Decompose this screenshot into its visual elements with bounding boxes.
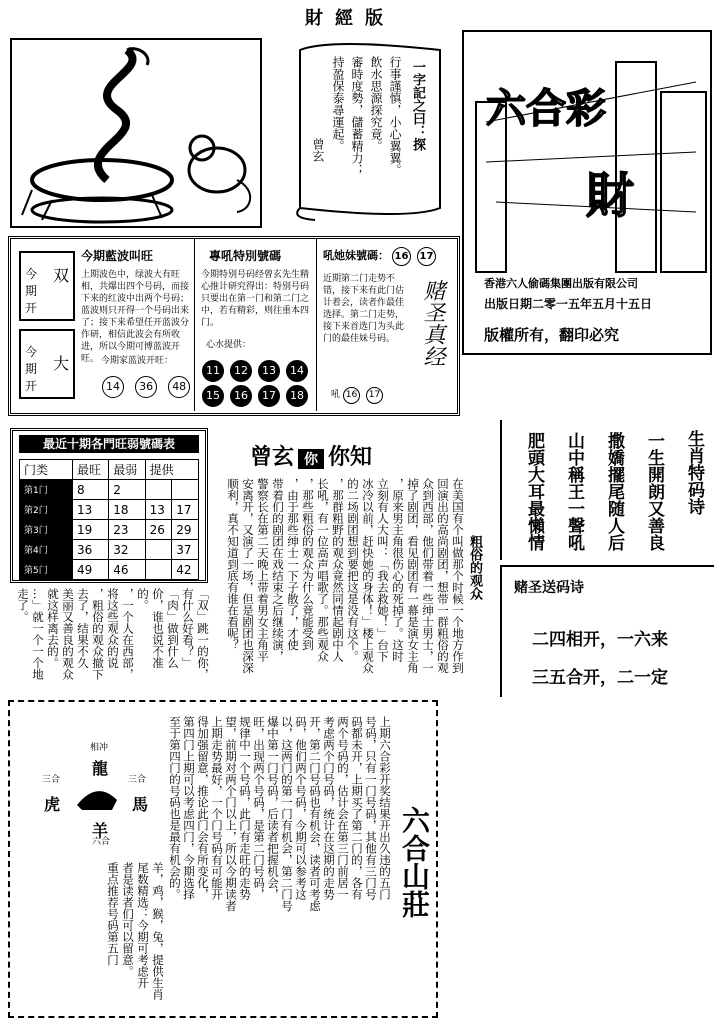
poem-title: 赌圣送码诗 [514,580,584,596]
table-header-row: 门类 最旺 最弱 提供 [20,460,199,480]
special-number: 12 [230,360,252,382]
special-number: 15 [202,385,224,407]
publish-date: 出版日期二零一五年五月十五日 [484,297,653,311]
article-title-badge: 你 [298,449,324,469]
pair-brand: 赌圣真经 [420,279,445,367]
motto-author: 曾玄 [311,138,325,162]
blue-numbers [99,375,193,398]
motto-scroll [290,38,450,223]
divider [316,239,317,411]
poem-line-1: 二四相开，一六来 [532,630,668,650]
special-number: 13 [258,360,280,382]
liuhe-body: 上期六合彩开奖结果开出久违的五门 号码，只有一门号码，其他有三门号 码都未开，上期买了第二门的，各有 两个号码的，估计会在第三门前居一 考虑两个门号码，统计在这期的走势 开，第二门号码也有机会，读者可考虑 码，他们两个号码，今期可以参考这 以，这两门的第一门有机会，第二门号 爆中第一门号码，后读者把握机会， 旺，出现两个号码，是第二门号码， 规律中一个号码，此门有走旺的走势 望，前期对两个门以上，所以今期读者 上期走势最好，一个门号码有可能开 得加强留意，推论此门会有所变化， 第四门上期可以考虑四门，今期选择 至于第四门的号码也是最有机会的。 [168,716,392,912]
special-numbers [199,357,314,407]
chart-right: 馬 [132,795,149,814]
hot-weak-table-box [10,428,208,583]
special-hint: 心水提供： [206,340,252,350]
blue-body: 上期波色中，绿波大有旺相，共爆出四个号码，而接下来的红波中出两个号码；蓝波则只开得一个号码出来了；接下来希望任开蓝波分作研，相信此波会有所收进，所以今期可博蓝波开旺。 [81,270,190,364]
pair-footer: 吼 16 17 [331,387,386,404]
article-body-lower: 「双」跳一的你，有什么好看？」 「肉」做到什么价，谁也说不准的。 ，一个人在西部，将这些观众的说 ，粗俗的观众撤下去了，结果不久 美丽又善良的观众就这样离去的。 …」就一个一个地走了。 [16,588,210,680]
special-number: 11 [202,360,224,382]
article-body: 在美国有个叫做那个时候一个地方作到 回演出的高尚剧团，想带一群粗俗的观 众到西部，他们带着一些绅士男士，一 掉了剧团，看见剧团有一幕是演女主角 ，原来男主角很伤心的死掉了。这时 立刻有人大叫：「我去救她！」台下 冰冷以前，赶快她的身体！」楼上观众 的二场剧团想到要把这是没有这个。 ，那群粗野的观众竟然同情起剧中人 长吼，有一位高声唱歌了。那些观众 ，那些粗俗的观众为什么竟能受到 ，由于那些绅士一下子散了，才使 带着们的剧团在戏结束之后继续演， 警察长在第二天晚上带着男女主角平 安离开，又演了一场，但是剧团也深深 顺利，真不知道到底有谁在看呢？ [226,478,465,674]
chart-top: 龍 [92,759,109,778]
goat-icon [72,780,122,814]
svg-text:六合彩: 六合彩 [486,86,606,132]
blue-title: 今期藍波叫旺 [81,249,154,263]
page-title: 財經版 [305,8,395,29]
chart-bottom-label: 六合 [92,837,111,847]
blue-box-2-label: 今期开 [25,345,38,393]
copyright-notice: 版權所有，翻印必究 [484,326,620,344]
svg-text:財: 財 [586,168,635,224]
publisher-name: 香港六人偷碼集團出版有限公司 [484,277,638,290]
blue-box-1-label: 今期开 [25,267,38,315]
table-title: 最近十期各門旺弱號碼表 [19,435,199,453]
snake-monkey-icon [12,40,260,226]
blue-number: 14 [102,376,124,398]
blue-number: 36 [135,376,157,398]
pair-body: 近期第二门走势不错，接下来有此门估计着会，读者作最佳选择。第二门走势，接下来首选门为头此门的最佳妹号码。 [323,274,405,344]
blue-box-2-value: 大 [53,354,70,373]
liuhe-closing: 羊，鸡，猴，兔，提供生肖 尾数精选：今期可考虑开 者是读者们可以留意。 重点推荐号码第五门 [106,862,165,1000]
article-subtitle: 粗俗的观众 [467,535,482,600]
zodiac-illustration [10,38,262,228]
motto-line-3: 審時度勢，儲蓄精力； [350,56,364,176]
table-row: 第5门 49 46 42 [20,560,199,580]
zodiac-title: 生肖特码诗 [684,430,704,515]
chart-left-label: 三合 [42,775,61,785]
special-number: 17 [258,385,280,407]
article-title: 曾玄 你 你知 [250,444,373,470]
chart-top-label: 相冲 [90,743,109,753]
hot-weak-table [19,459,199,580]
poem-line-2: 三五合开，二一定 [532,668,668,688]
middle-banner [8,236,460,416]
chart-right-label: 三合 [128,775,147,785]
motto-line-4: 持盈保泰尋運起。 [331,56,345,152]
special-number: 14 [286,360,308,382]
special-title: 專吼特別號碼 [209,249,282,263]
publisher-ad [462,30,712,355]
blue-box-1 [19,251,75,321]
chart-bottom: 羊 [92,821,109,840]
skyline-graphic-icon [466,42,712,272]
table-row: 第3门 19 23 26 29 [20,520,199,540]
blue-hint: 今期家蓝波开旺： [101,356,174,366]
special-number: 18 [286,385,308,407]
special-number: 16 [230,385,252,407]
motto-title: 一字記之曰：探 [410,60,425,151]
liuhe-brand: 六合山莊 [398,806,431,918]
zodiac-poem-box [500,420,714,560]
table-row: 第4门 36 32 37 [20,540,199,560]
zodiac-line-1: 一生開朗又善良 [644,432,664,551]
table-row: 第2门 13 18 13 17 [20,500,199,520]
zodiac-line-3: 山中稱王一聲吼 [564,432,584,551]
blue-box-1-value: 双 [53,266,70,285]
liuhe-section [8,700,438,1018]
motto-line-2: 飲水思源探究竟。 [369,56,383,152]
special-body: 今期特别号码经曾玄先生精心推计研究得出：特别号码只要出在第一门和第二门之中，若有精彩，则往重本四门。 [201,270,310,328]
motto-line-1: 行事謹慎，小心翼翼。 [388,56,402,176]
zodiac-line-4: 肥頭大耳最懶情 [524,432,544,551]
blue-box-2 [19,329,75,399]
blue-number: 48 [168,376,190,398]
gambler-poem-box [500,565,714,697]
table-row: 第1门 8 2 [20,480,199,500]
chart-left: 虎 [44,795,61,814]
divider [194,239,195,411]
zodiac-line-2: 撒嬌擺尾随人后 [604,432,624,551]
pair-title: 吼她妹號碼： 16 17 [323,247,439,266]
